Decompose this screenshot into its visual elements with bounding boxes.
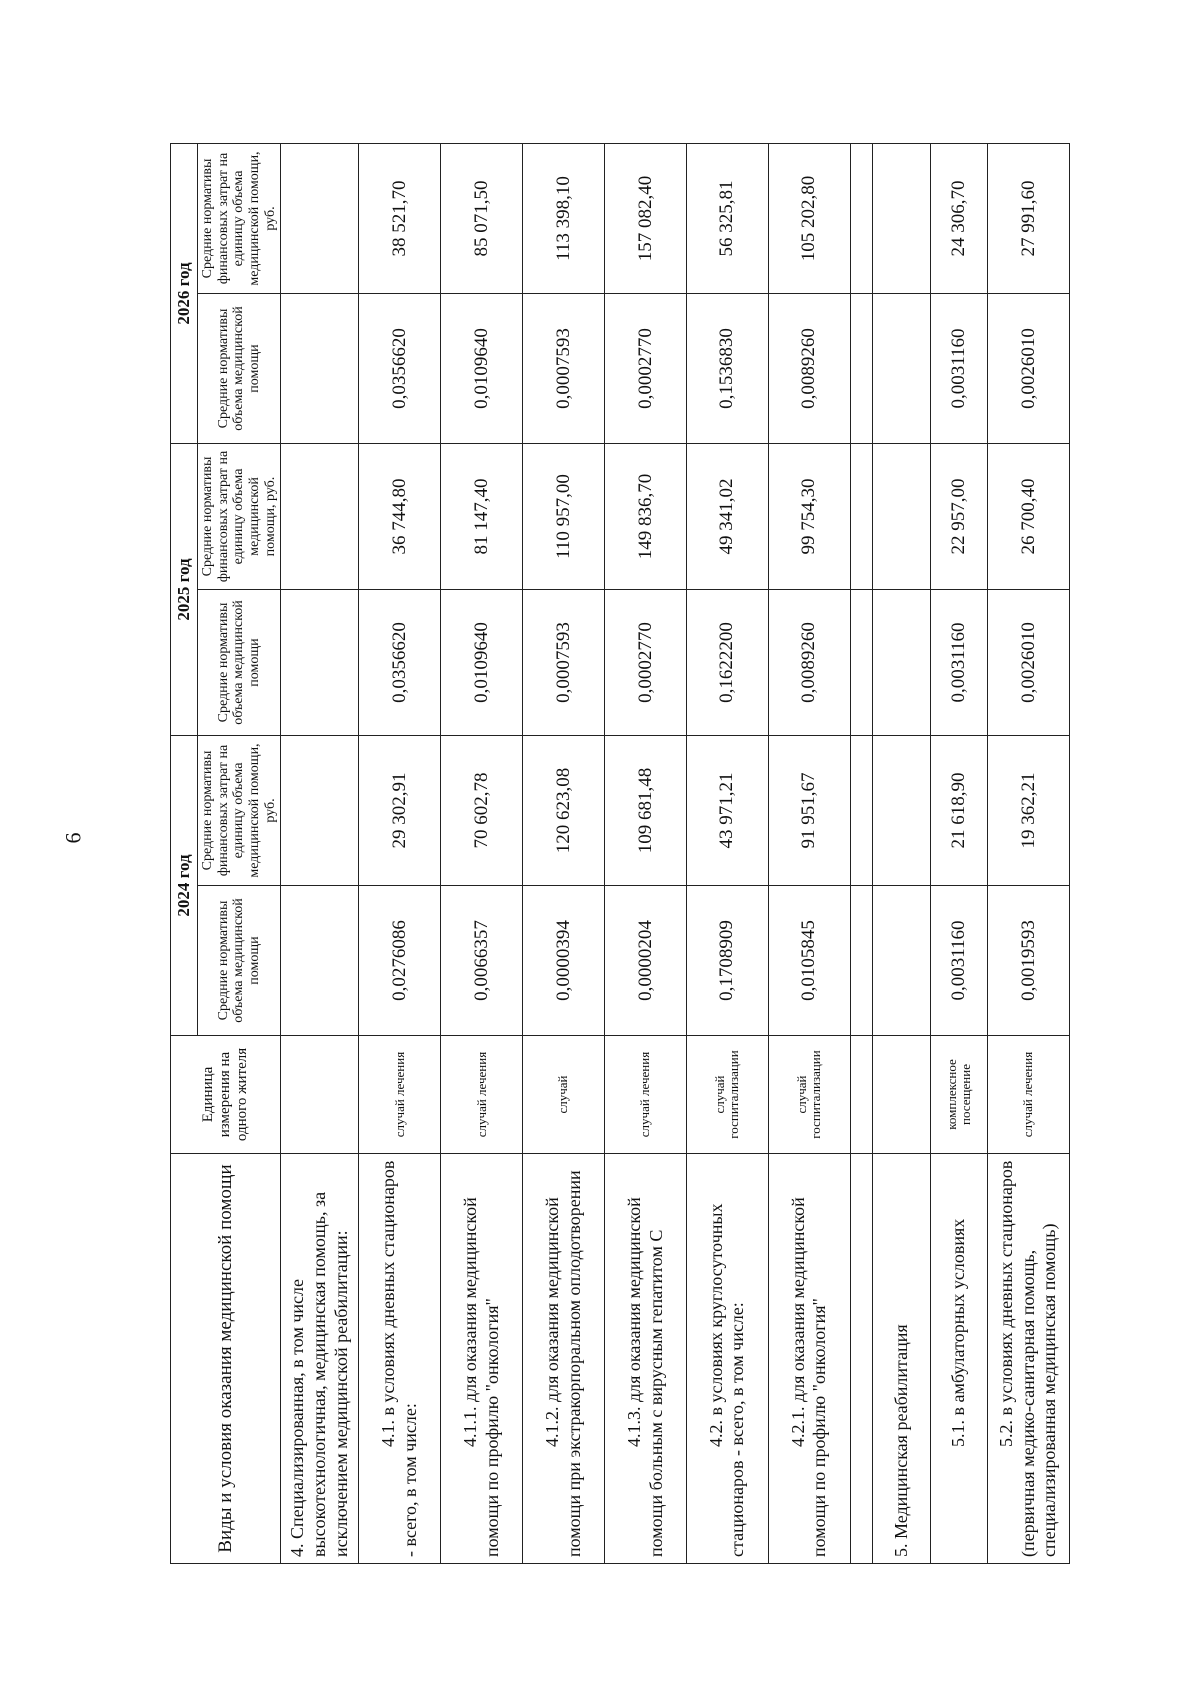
row-name: 4.2.1. для оказания медицинской помощи по профилю "онкология": [768, 1154, 850, 1564]
table-row: [359, 144, 441, 1564]
row-volume-2026: 0,0109640: [441, 294, 523, 444]
row-name: [850, 1154, 872, 1564]
table-row: [441, 144, 523, 1564]
row-cost-2025: 26 700,40: [988, 444, 1070, 590]
row-cost-2025: 22 957,00: [930, 444, 987, 590]
row-volume-2024: [281, 886, 359, 1036]
row-unit: [850, 1036, 872, 1154]
row-volume-2026: 0,0007593: [523, 294, 605, 444]
header-volume-2025: Средние нормативы объема медицинской помощи: [198, 590, 281, 736]
row-cost-2025: 99 754,30: [768, 444, 850, 590]
row-volume-2026: [872, 294, 930, 444]
row-cost-2024: [850, 736, 872, 886]
row-name: 4.1.3. для оказания медицинской помощи больным с вирусным гепатитом С: [605, 1154, 687, 1564]
row-unit: случай: [523, 1036, 605, 1154]
row-cost-2025: 149 836,70: [605, 444, 687, 590]
row-cost-2024: 21 618,90: [930, 736, 987, 886]
table-row: [686, 144, 768, 1564]
row-volume-2024: 0,0105845: [768, 886, 850, 1036]
row-volume-2024: [872, 886, 930, 1036]
row-cost-2026: 157 082,40: [605, 144, 687, 294]
row-volume-2026: 0,0031160: [930, 294, 987, 444]
row-volume-2025: 0,0007593: [523, 590, 605, 736]
header-year-2024: 2024 год: [171, 736, 198, 1036]
row-cost-2026: 56 325,81: [686, 144, 768, 294]
row-name: 4.1.1. для оказания медицинской помощи по профилю "онкология": [441, 1154, 523, 1564]
header-year-2025: 2025 год: [171, 444, 198, 736]
row-unit: [281, 1036, 359, 1154]
row-name: 5.1. в амбулаторных условиях: [930, 1154, 987, 1564]
row-unit: случай лечения: [988, 1036, 1070, 1154]
page-number: 6: [60, 832, 86, 844]
row-volume-2025: 0,0089260: [768, 590, 850, 736]
row-volume-2025: [872, 590, 930, 736]
row-cost-2024: 29 302,91: [359, 736, 441, 886]
row-name: 4.2. в условиях круглосуточных стационаров - всего, в том числе:: [686, 1154, 768, 1564]
row-volume-2025: 0,0026010: [988, 590, 1070, 736]
row-cost-2026: 38 521,70: [359, 144, 441, 294]
row-unit: [872, 1036, 930, 1154]
table-row-section: [872, 144, 930, 1564]
row-volume-2024: 0,0031160: [930, 886, 987, 1036]
header-cost-2024: Средние нормативы финансовых затрат на единицу объема медицинской помощи, руб.: [198, 736, 281, 886]
row-cost-2024: [281, 736, 359, 886]
row-volume-2026: 0,1536830: [686, 294, 768, 444]
row-volume-2025: [281, 590, 359, 736]
row-cost-2024: 109 681,48: [605, 736, 687, 886]
header-unit: Единица измерения на одного жителя: [171, 1036, 281, 1154]
row-cost-2024: 43 971,21: [686, 736, 768, 886]
table-row: [281, 144, 359, 1564]
row-cost-2026: [281, 144, 359, 294]
row-volume-2026: 0,0002770: [605, 294, 687, 444]
row-cost-2025: 49 341,02: [686, 444, 768, 590]
row-cost-2025: [872, 444, 930, 590]
row-name: 4.1.2. для оказания медицинской помощи при экстракорпоральном оплодотворении: [523, 1154, 605, 1564]
table-row: [930, 144, 987, 1564]
row-cost-2024: 70 602,78: [441, 736, 523, 886]
row-volume-2025: 0,0109640: [441, 590, 523, 736]
row-cost-2025: 81 147,40: [441, 444, 523, 590]
row-cost-2026: 113 398,10: [523, 144, 605, 294]
row-cost-2026: [872, 144, 930, 294]
row-cost-2024: [872, 736, 930, 886]
header-year-2026: 2026 год: [171, 144, 198, 444]
header-cost-2026: Средние нормативы финансовых затрат на единицу объема медицинской помощи, руб.: [198, 144, 281, 294]
row-volume-2024: [850, 886, 872, 1036]
row-cost-2024: 91 951,67: [768, 736, 850, 886]
row-volume-2026: 0,0089260: [768, 294, 850, 444]
row-unit: случай лечения: [441, 1036, 523, 1154]
row-volume-2024: 0,0000204: [605, 886, 687, 1036]
row-volume-2024: 0,0000394: [523, 886, 605, 1036]
row-cost-2024: 19 362,21: [988, 736, 1070, 886]
row-cost-2026: 27 991,60: [988, 144, 1070, 294]
row-volume-2024: 0,0276086: [359, 886, 441, 1036]
table-row-empty: [850, 144, 872, 1564]
header-cost-2025: Средние нормативы финансовых затрат на единицу объема медицинской помощи, руб.: [198, 444, 281, 590]
header-volume-2026: Средние нормативы объема медицинской помощи: [198, 294, 281, 444]
row-cost-2024: 120 623,08: [523, 736, 605, 886]
row-cost-2026: 105 202,80: [768, 144, 850, 294]
row-volume-2026: 0,0356620: [359, 294, 441, 444]
row-cost-2026: 24 306,70: [930, 144, 987, 294]
table-row: [605, 144, 687, 1564]
row-cost-2026: [850, 144, 872, 294]
row-volume-2026: [281, 294, 359, 444]
row-volume-2025: 0,0002770: [605, 590, 687, 736]
row-volume-2025: 0,0031160: [930, 590, 987, 736]
row-cost-2025: [281, 444, 359, 590]
row-cost-2025: 36 744,80: [359, 444, 441, 590]
row-volume-2024: 0,0019593: [988, 886, 1070, 1036]
row-unit: случай госпитализации: [686, 1036, 768, 1154]
row-cost-2025: [850, 444, 872, 590]
row-unit: случай госпитализации: [768, 1036, 850, 1154]
table-row: [988, 144, 1070, 1564]
row-volume-2025: [850, 590, 872, 736]
row-cost-2026: 85 071,50: [441, 144, 523, 294]
row-name: 4. Специализированная, в том числе высокотехнологичная, медицинская помощь, за исключением медицинской реабилитации:: [281, 1154, 359, 1564]
table-row: [768, 144, 850, 1564]
row-cost-2025: 110 957,00: [523, 444, 605, 590]
header-volume-2024: Средние нормативы объема медицинской помощи: [198, 886, 281, 1036]
row-volume-2026: 0,0026010: [988, 294, 1070, 444]
row-volume-2024: 0,1708909: [686, 886, 768, 1036]
row-unit: случай лечения: [605, 1036, 687, 1154]
row-name: 5. Медицинская реабилитация: [872, 1154, 930, 1564]
row-volume-2026: [850, 294, 872, 444]
header-care-type: Виды и условия оказания медицинской помощи: [171, 1154, 281, 1564]
table-row: [523, 144, 605, 1564]
row-name: 4.1. в условиях дневных стационаров - всего, в том числе:: [359, 1154, 441, 1564]
row-volume-2024: 0,0066357: [441, 886, 523, 1036]
medical-care-norms-table: [170, 143, 1070, 1564]
row-name: 5.2. в условиях дневных стационаров (первичная медико-санитарная помощь, специализированная медицинская помощь): [988, 1154, 1070, 1564]
row-unit: комплексное посещение: [930, 1036, 987, 1154]
rotated-table-container: [170, 144, 1070, 1564]
row-volume-2025: 0,1622200: [686, 590, 768, 736]
row-unit: случай лечения: [359, 1036, 441, 1154]
row-volume-2025: 0,0356620: [359, 590, 441, 736]
